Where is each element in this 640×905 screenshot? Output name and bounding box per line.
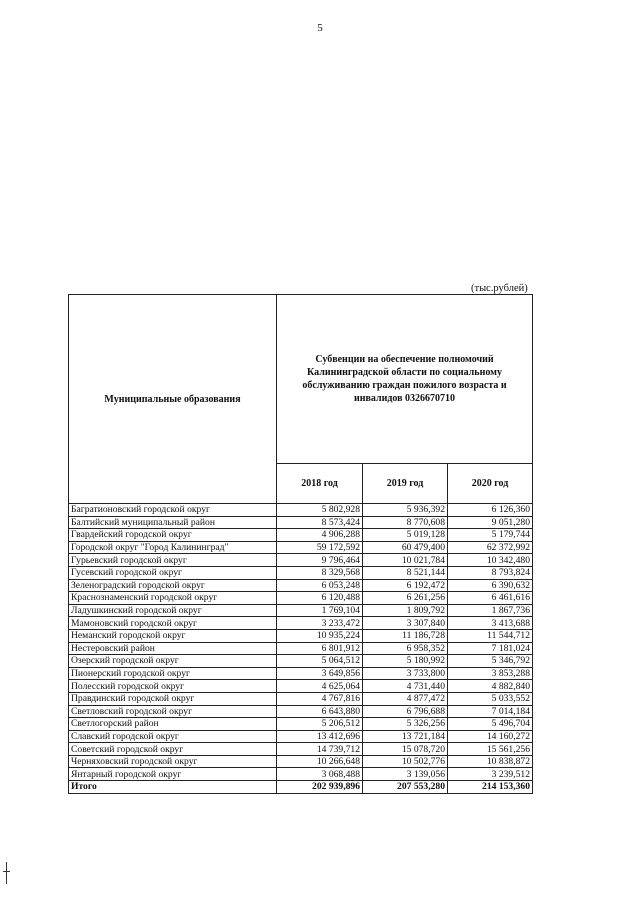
municipality-name: Полесский городской округ: [69, 680, 277, 693]
value-2018: 3 649,856: [277, 667, 363, 680]
municipality-name: Зеленоградский городской округ: [69, 579, 277, 592]
municipality-name: Городской округ "Город Калининград": [69, 541, 277, 554]
header-year-2020: 2020 год: [448, 463, 533, 503]
page-number: 5: [317, 22, 323, 34]
value-2020: 3 853,288: [448, 667, 533, 680]
total-2020: 214 153,360: [448, 781, 533, 794]
value-2020: 5 346,792: [448, 655, 533, 668]
table-row: [69, 655, 533, 668]
header-year-2018: 2018 год: [277, 463, 363, 503]
value-2019: 60 479,400: [363, 541, 448, 554]
table-row: [69, 604, 533, 617]
value-2018: 3 068,488: [277, 768, 363, 781]
value-2020: 4 882,840: [448, 680, 533, 693]
value-2019: 4 877,472: [363, 692, 448, 705]
value-2018: 14 739,712: [277, 743, 363, 756]
municipality-name: Славский городской округ: [69, 730, 277, 743]
value-2018: 4 767,816: [277, 692, 363, 705]
table-row: [69, 504, 533, 517]
value-2019: 5 019,128: [363, 529, 448, 542]
municipality-name: Гурьевский городской округ: [69, 554, 277, 567]
value-2020: 3 413,688: [448, 617, 533, 630]
value-2018: 5 064,512: [277, 655, 363, 668]
value-2020: 5 496,704: [448, 718, 533, 731]
value-2018: 1 769,104: [277, 604, 363, 617]
value-2019: 3 139,056: [363, 768, 448, 781]
municipality-name: Черняховский городской округ: [69, 755, 277, 768]
table-row: [69, 718, 533, 731]
value-2019: 6 796,688: [363, 705, 448, 718]
table-row: [69, 755, 533, 768]
value-2020: 9 051,280: [448, 516, 533, 529]
value-2020: 8 793,824: [448, 566, 533, 579]
municipality-name: Правдинский городской округ: [69, 692, 277, 705]
table-row: [69, 667, 533, 680]
value-2020: 14 160,272: [448, 730, 533, 743]
value-2020: 7 014,184: [448, 705, 533, 718]
value-2019: 8 521,144: [363, 566, 448, 579]
value-2018: 5 802,928: [277, 504, 363, 517]
unit-note: (тыс.рублей): [471, 283, 528, 294]
value-2020: 5 033,552: [448, 692, 533, 705]
value-2018: 6 643,880: [277, 705, 363, 718]
table-row: [69, 680, 533, 693]
header-subvention: Субвенции на обеспечение полномочий Калининградской области по социальному обслуживанию граждан пожилого возраста и инвалидов 0326670710: [277, 295, 533, 464]
value-2019: 10 502,776: [363, 755, 448, 768]
municipality-name: Багратионовский городской округ: [69, 504, 277, 517]
municipality-name: Мамоновский городской округ: [69, 617, 277, 630]
value-2018: 5 206,512: [277, 718, 363, 731]
table-row: [69, 617, 533, 630]
municipality-name: Краснознаменский городской округ: [69, 592, 277, 605]
value-2020: 11 544,712: [448, 629, 533, 642]
table-row: [69, 579, 533, 592]
value-2018: 4 906,288: [277, 529, 363, 542]
value-2018: 10 935,224: [277, 629, 363, 642]
municipality-name: Неманский городской округ: [69, 629, 277, 642]
table-row: [69, 743, 533, 756]
value-2019: 5 326,256: [363, 718, 448, 731]
total-row: [69, 781, 533, 794]
value-2020: 3 239,512: [448, 768, 533, 781]
municipality-name: Пионерский городской округ: [69, 667, 277, 680]
value-2019: 1 809,792: [363, 604, 448, 617]
value-2018: 10 266,648: [277, 755, 363, 768]
subvention-table: [68, 294, 533, 794]
municipality-name: Светловский городской округ: [69, 705, 277, 718]
municipality-name: Нестеровский район: [69, 642, 277, 655]
table-row: [69, 768, 533, 781]
table-row: [69, 730, 533, 743]
value-2018: 8 329,568: [277, 566, 363, 579]
municipality-name: Озерский городской округ: [69, 655, 277, 668]
value-2018: 59 172,592: [277, 541, 363, 554]
header-municipal: Муниципальные образования: [69, 295, 277, 504]
table-row: [69, 541, 533, 554]
header-year-2019: 2019 год: [363, 463, 448, 503]
value-2018: 4 625,064: [277, 680, 363, 693]
table-row: [69, 516, 533, 529]
value-2018: 6 801,912: [277, 642, 363, 655]
municipality-name: Янтарный городской округ: [69, 768, 277, 781]
value-2019: 5 180,992: [363, 655, 448, 668]
value-2019: 3 733,800: [363, 667, 448, 680]
value-2020: 5 179,744: [448, 529, 533, 542]
value-2018: 6 120,488: [277, 592, 363, 605]
value-2020: 6 126,360: [448, 504, 533, 517]
value-2020: 7 181,024: [448, 642, 533, 655]
value-2019: 6 958,352: [363, 642, 448, 655]
value-2018: 9 796,464: [277, 554, 363, 567]
table-row: [69, 529, 533, 542]
table-row: [69, 592, 533, 605]
value-2020: 1 867,736: [448, 604, 533, 617]
table-row: [69, 629, 533, 642]
margin-mark: [6, 862, 7, 884]
municipality-name: Гвардейский городской округ: [69, 529, 277, 542]
value-2019: 13 721,184: [363, 730, 448, 743]
value-2019: 10 021,784: [363, 554, 448, 567]
value-2020: 6 390,632: [448, 579, 533, 592]
value-2019: 3 307,840: [363, 617, 448, 630]
value-2020: 62 372,992: [448, 541, 533, 554]
value-2020: 6 461,616: [448, 592, 533, 605]
value-2018: 13 412,696: [277, 730, 363, 743]
value-2019: 11 186,728: [363, 629, 448, 642]
table-row: [69, 642, 533, 655]
value-2018: 8 573,424: [277, 516, 363, 529]
value-2019: 8 770,608: [363, 516, 448, 529]
municipality-name: Светлогорский район: [69, 718, 277, 731]
total-2019: 207 553,280: [363, 781, 448, 794]
value-2019: 6 192,472: [363, 579, 448, 592]
municipality-name: Балтийский муниципальный район: [69, 516, 277, 529]
table-row: [69, 566, 533, 579]
table-row: [69, 692, 533, 705]
municipality-name: Советский городской округ: [69, 743, 277, 756]
total-label: Итого: [69, 781, 277, 794]
value-2019: 4 731,440: [363, 680, 448, 693]
table-row: [69, 554, 533, 567]
value-2020: 10 838,872: [448, 755, 533, 768]
municipality-name: Гусевский городской округ: [69, 566, 277, 579]
total-2018: 202 939,896: [277, 781, 363, 794]
value-2020: 10 342,480: [448, 554, 533, 567]
table-row: [69, 705, 533, 718]
value-2018: 6 053,248: [277, 579, 363, 592]
value-2018: 3 233,472: [277, 617, 363, 630]
value-2019: 5 936,392: [363, 504, 448, 517]
value-2020: 15 561,256: [448, 743, 533, 756]
value-2019: 6 261,256: [363, 592, 448, 605]
municipality-name: Ладушкинский городской округ: [69, 604, 277, 617]
value-2019: 15 078,720: [363, 743, 448, 756]
